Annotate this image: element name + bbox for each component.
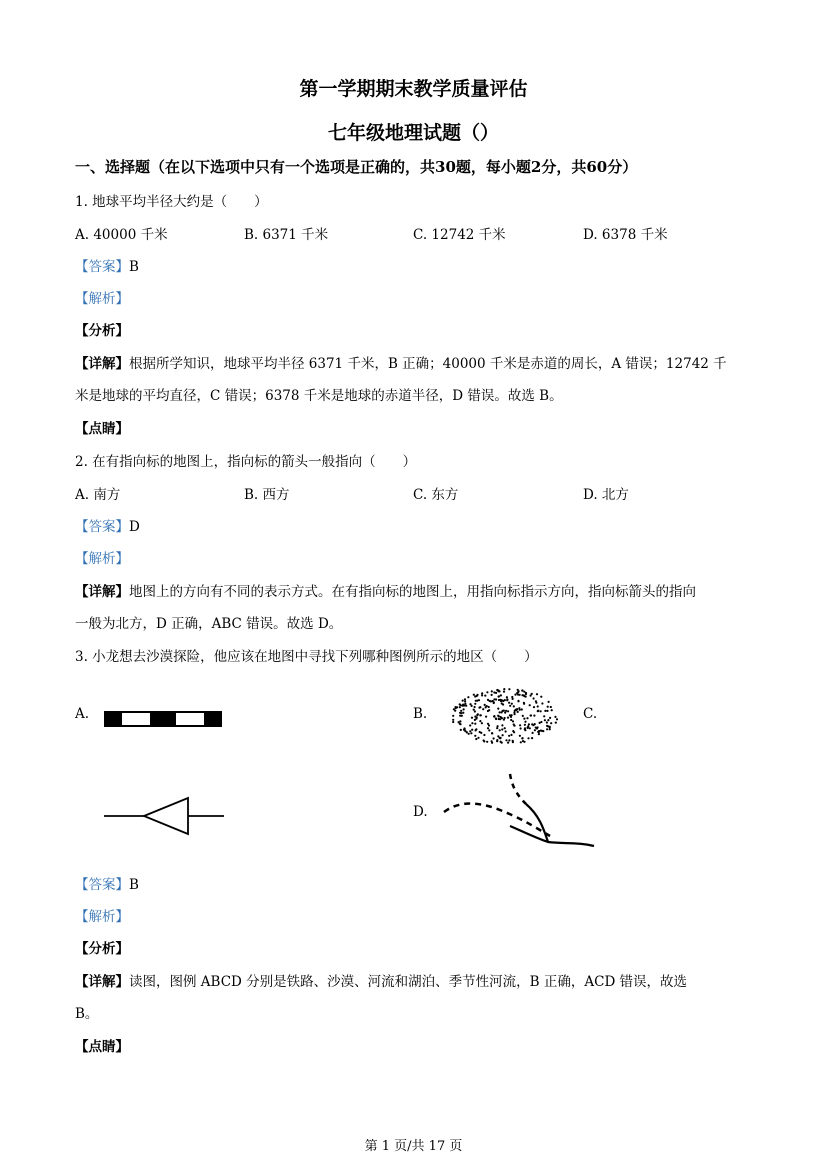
q1-fenxi-tag: [75, 319, 129, 339]
fenxi-tag: 【分析】: [75, 323, 129, 339]
seasonal-river-legend-icon: [440, 770, 600, 852]
dianjing-tag: 【点睛】: [75, 1039, 129, 1055]
q3-answer: [75, 873, 139, 893]
answer-tag: 【答案】: [75, 877, 129, 893]
q3-analysis-tag: [75, 905, 129, 925]
q1-option-a: A. 40000 千米: [75, 227, 168, 243]
detail-tag: 【详解】: [75, 974, 129, 990]
q2-detail-line2: 一般为北方，D 正确，ABC 错误。故选 D。: [75, 616, 343, 632]
q1-option-c: C. 12742 千米: [413, 227, 506, 243]
q1-question: 1. 地球平均半径大约是（ ）: [75, 194, 268, 210]
q2-option-d: D. 北方: [583, 487, 629, 503]
q2-answer: [75, 515, 140, 535]
q1-option-b: B. 6371 千米: [244, 227, 329, 243]
q2-detail-line1: [75, 580, 696, 600]
q3-option-d-label: D.: [413, 804, 428, 820]
page-title: 第一学期期末教学质量评估: [299, 78, 528, 100]
q2-question: 2. 在有指向标的地图上，指向标的箭头一般指向（ ）: [75, 454, 417, 470]
analysis-tag: 【解析】: [75, 551, 129, 567]
q2-analysis-tag: [75, 547, 129, 567]
q3-question: 3. 小龙想去沙漠探险，他应该在地图中寻找下列哪种图例所示的地区（ ）: [75, 649, 538, 665]
answer-value: B: [129, 259, 139, 275]
q3-detail-line1: [75, 970, 687, 990]
detail-text: 读图，图例 ABCD 分别是铁路、沙漠、河流和湖泊、季节性河流，B 正确，ACD 错误，故选: [129, 974, 688, 990]
railway-legend-icon: [104, 710, 224, 730]
detail-text: 地图上的方向有不同的表示方式。在有指向标的地图上，用指向标指示方向，指向标箭头的指向: [129, 584, 696, 600]
q3-detail-line2: B。: [75, 1006, 99, 1022]
desert-legend-icon: [450, 686, 560, 746]
page-subtitle: 七年级地理试题（）: [327, 122, 499, 144]
detail-text: 根据所学知识，地球平均半径 6371 千米，B 正确；40000 千米是赤道的周长，A 错误；12742 千: [129, 356, 727, 372]
q2-option-a: A. 南方: [75, 487, 121, 503]
answer-tag: 【答案】: [75, 519, 129, 535]
q3-fenxi-tag: [75, 937, 129, 957]
river-lake-legend-icon: [104, 796, 226, 836]
section-heading: 一、选择题（在以下选项中只有一个选项是正确的，共30题，每小题2分，共60分）: [75, 158, 638, 176]
q3-option-a-label: A.: [75, 706, 90, 722]
q1-analysis-tag: [75, 287, 129, 307]
q1-detail-line1: [75, 352, 727, 372]
analysis-tag: 【解析】: [75, 291, 129, 307]
q2-option-c: C. 东方: [413, 487, 459, 503]
q3-dianjing-tag: [75, 1035, 129, 1055]
q1-answer: [75, 255, 139, 275]
q2-option-b: B. 西方: [244, 487, 290, 503]
fenxi-tag: 【分析】: [75, 941, 129, 957]
dianjing-tag: 【点睛】: [75, 421, 129, 437]
detail-tag: 【详解】: [75, 356, 129, 372]
answer-value: B: [129, 877, 139, 893]
analysis-tag: 【解析】: [75, 909, 129, 925]
q1-dianjing-tag: [75, 417, 129, 437]
q1-option-d: D. 6378 千米: [583, 227, 668, 243]
answer-value: D: [129, 519, 140, 535]
q1-detail-line2: 米是地球的平均直径，C 错误；6378 千米是地球的赤道半径，D 错误。故选 B。: [75, 388, 563, 404]
q3-option-c-label: C.: [583, 706, 598, 722]
detail-tag: 【详解】: [75, 584, 129, 600]
q3-option-b-label: B.: [413, 706, 428, 722]
page-footer: 第 1 页/共 17 页: [364, 1139, 463, 1154]
answer-tag: 【答案】: [75, 259, 129, 275]
